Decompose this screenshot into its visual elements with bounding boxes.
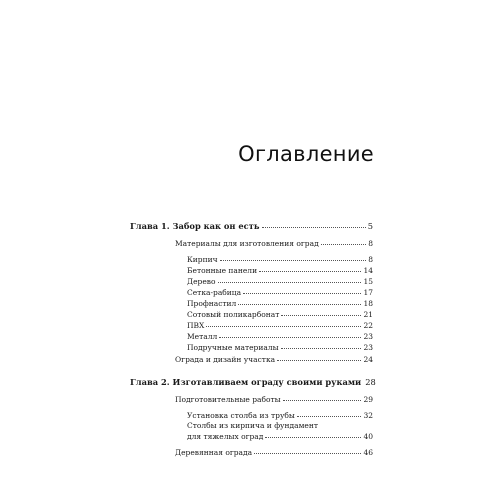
dot-leader [283, 400, 362, 401]
toc-item[interactable] [187, 267, 373, 275]
toc-entry-title: Сетка-рабица [187, 288, 242, 297]
toc-entry-title: Подручные материалы [187, 343, 279, 352]
toc-item[interactable] [187, 322, 373, 330]
toc-item[interactable] [187, 344, 373, 352]
toc-entry-title-continued: для тяжелых оград [187, 432, 264, 441]
toc-page-number: 24 [363, 355, 373, 364]
toc-page-number: 8 [368, 239, 373, 248]
toc-entry-title: Установка столба из трубы [187, 411, 295, 420]
toc-item[interactable] [187, 412, 373, 420]
dot-leader [277, 360, 361, 361]
dot-leader [218, 282, 362, 283]
toc-entry-title: Металл [187, 332, 218, 341]
toc-entry-title: Подготовительные работы [175, 395, 281, 404]
toc-page-number: 8 [368, 255, 373, 264]
toc-entry-title: Дерево [187, 277, 216, 286]
toc-page-number: 23 [363, 343, 373, 352]
toc-entry-title: Материалы для изготовления оград [175, 239, 319, 248]
toc-section[interactable] [175, 240, 373, 248]
toc-section[interactable] [175, 449, 373, 457]
dot-leader [321, 244, 367, 245]
toc-item[interactable] [187, 420, 373, 442]
toc-item[interactable] [187, 289, 373, 297]
dot-leader [281, 348, 362, 349]
toc-section[interactable] [175, 396, 373, 404]
toc-page-number: 17 [363, 288, 373, 297]
dot-leader [254, 453, 361, 454]
toc-section[interactable] [175, 356, 373, 364]
toc-page-number: 32 [363, 411, 373, 420]
toc-entry-title: Кирпич [187, 255, 218, 264]
toc-page-number: 29 [363, 395, 373, 404]
toc-item[interactable] [187, 278, 373, 286]
toc-item[interactable] [187, 300, 373, 308]
dot-leader [238, 304, 361, 305]
toc-entry-title: Столбы из кирпича и фундамент [187, 421, 318, 430]
toc-entry-title: Глава 2. Изготавливаем ограду своими руками [130, 377, 362, 387]
toc-chapter-2[interactable] [130, 377, 376, 387]
toc-entry-title: Профнастил [187, 299, 237, 308]
dot-leader [220, 260, 367, 261]
dot-leader [259, 271, 361, 272]
toc-page-number: 22 [363, 321, 373, 330]
toc-item[interactable] [187, 256, 373, 264]
toc-entry-title: Сотовый поликарбонат [187, 310, 280, 319]
toc-page-number: 40 [363, 432, 373, 441]
toc-page-number: 28 [365, 377, 376, 387]
toc-entry-title: Деревянная ограда [175, 448, 253, 457]
dot-leader [265, 437, 361, 438]
toc-page-number: 14 [363, 266, 373, 275]
toc-page-number: 5 [367, 221, 373, 231]
dot-leader [281, 315, 361, 316]
toc-chapter-1[interactable] [130, 222, 373, 230]
toc-page-number: 23 [363, 332, 373, 341]
toc-item[interactable] [187, 311, 373, 319]
toc-entry-title: Бетонные панели [187, 266, 258, 275]
toc-entry-title: Глава 1. Забор как он есть [130, 221, 260, 231]
toc-page-number: 18 [363, 299, 373, 308]
toc-item[interactable] [187, 333, 373, 341]
page-title: Оглавление [238, 142, 374, 166]
toc-page-number: 21 [363, 310, 373, 319]
toc-page-number: 15 [363, 277, 373, 286]
dot-leader [262, 227, 366, 228]
dot-leader [219, 337, 361, 338]
toc-entry-title: Ограда и дизайн участка [175, 355, 276, 364]
toc-page-number: 46 [363, 448, 373, 457]
dot-leader [243, 293, 361, 294]
dot-leader [206, 326, 361, 327]
toc-entry-title: ПВХ [187, 321, 205, 330]
dot-leader [297, 416, 362, 417]
